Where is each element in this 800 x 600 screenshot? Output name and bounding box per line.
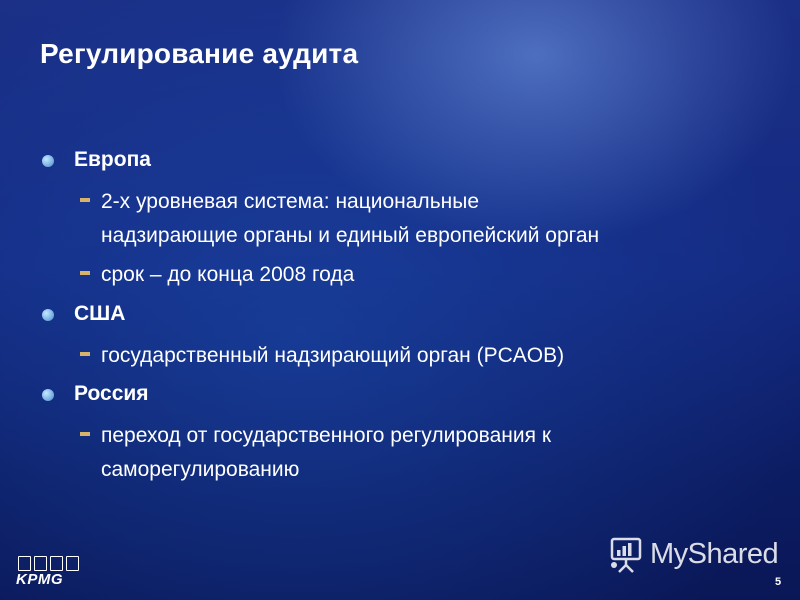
dash-bullet-icon <box>80 432 90 436</box>
bullet-dot-icon <box>42 309 54 321</box>
dash-bullet-icon <box>80 198 90 202</box>
subitem-text: 2-х уровневая система: национальные надзирающие органы и единый европейский орган <box>101 190 600 247</box>
myshared-watermark <box>606 535 786 575</box>
watermark-text: MyShared <box>650 538 779 570</box>
slide-title: Регулирование аудита <box>40 38 359 69</box>
kpmg-logo-boxes-icon <box>18 556 79 571</box>
kpmg-logo-text: KPMG <box>16 571 63 588</box>
bullet-dot-icon <box>42 155 54 167</box>
dash-bullet-icon <box>80 271 90 275</box>
bullet-label: Россия <box>74 382 149 405</box>
subitem-text: срок – до конца 2008 года <box>101 263 355 286</box>
kpmg-logo <box>16 556 96 592</box>
subitem-text: государственный надзирающий орган (PCAOB) <box>101 344 565 367</box>
dash-bullet-icon <box>80 352 90 356</box>
bullet-label: США <box>74 302 126 325</box>
bullet-label: Европа <box>74 148 151 171</box>
subitem-text: переход от государственного регулирования к саморегулированию <box>101 424 552 481</box>
bullet-dot-icon <box>42 389 54 401</box>
presentation-icon <box>606 535 646 575</box>
page-number: 5 <box>775 576 782 588</box>
